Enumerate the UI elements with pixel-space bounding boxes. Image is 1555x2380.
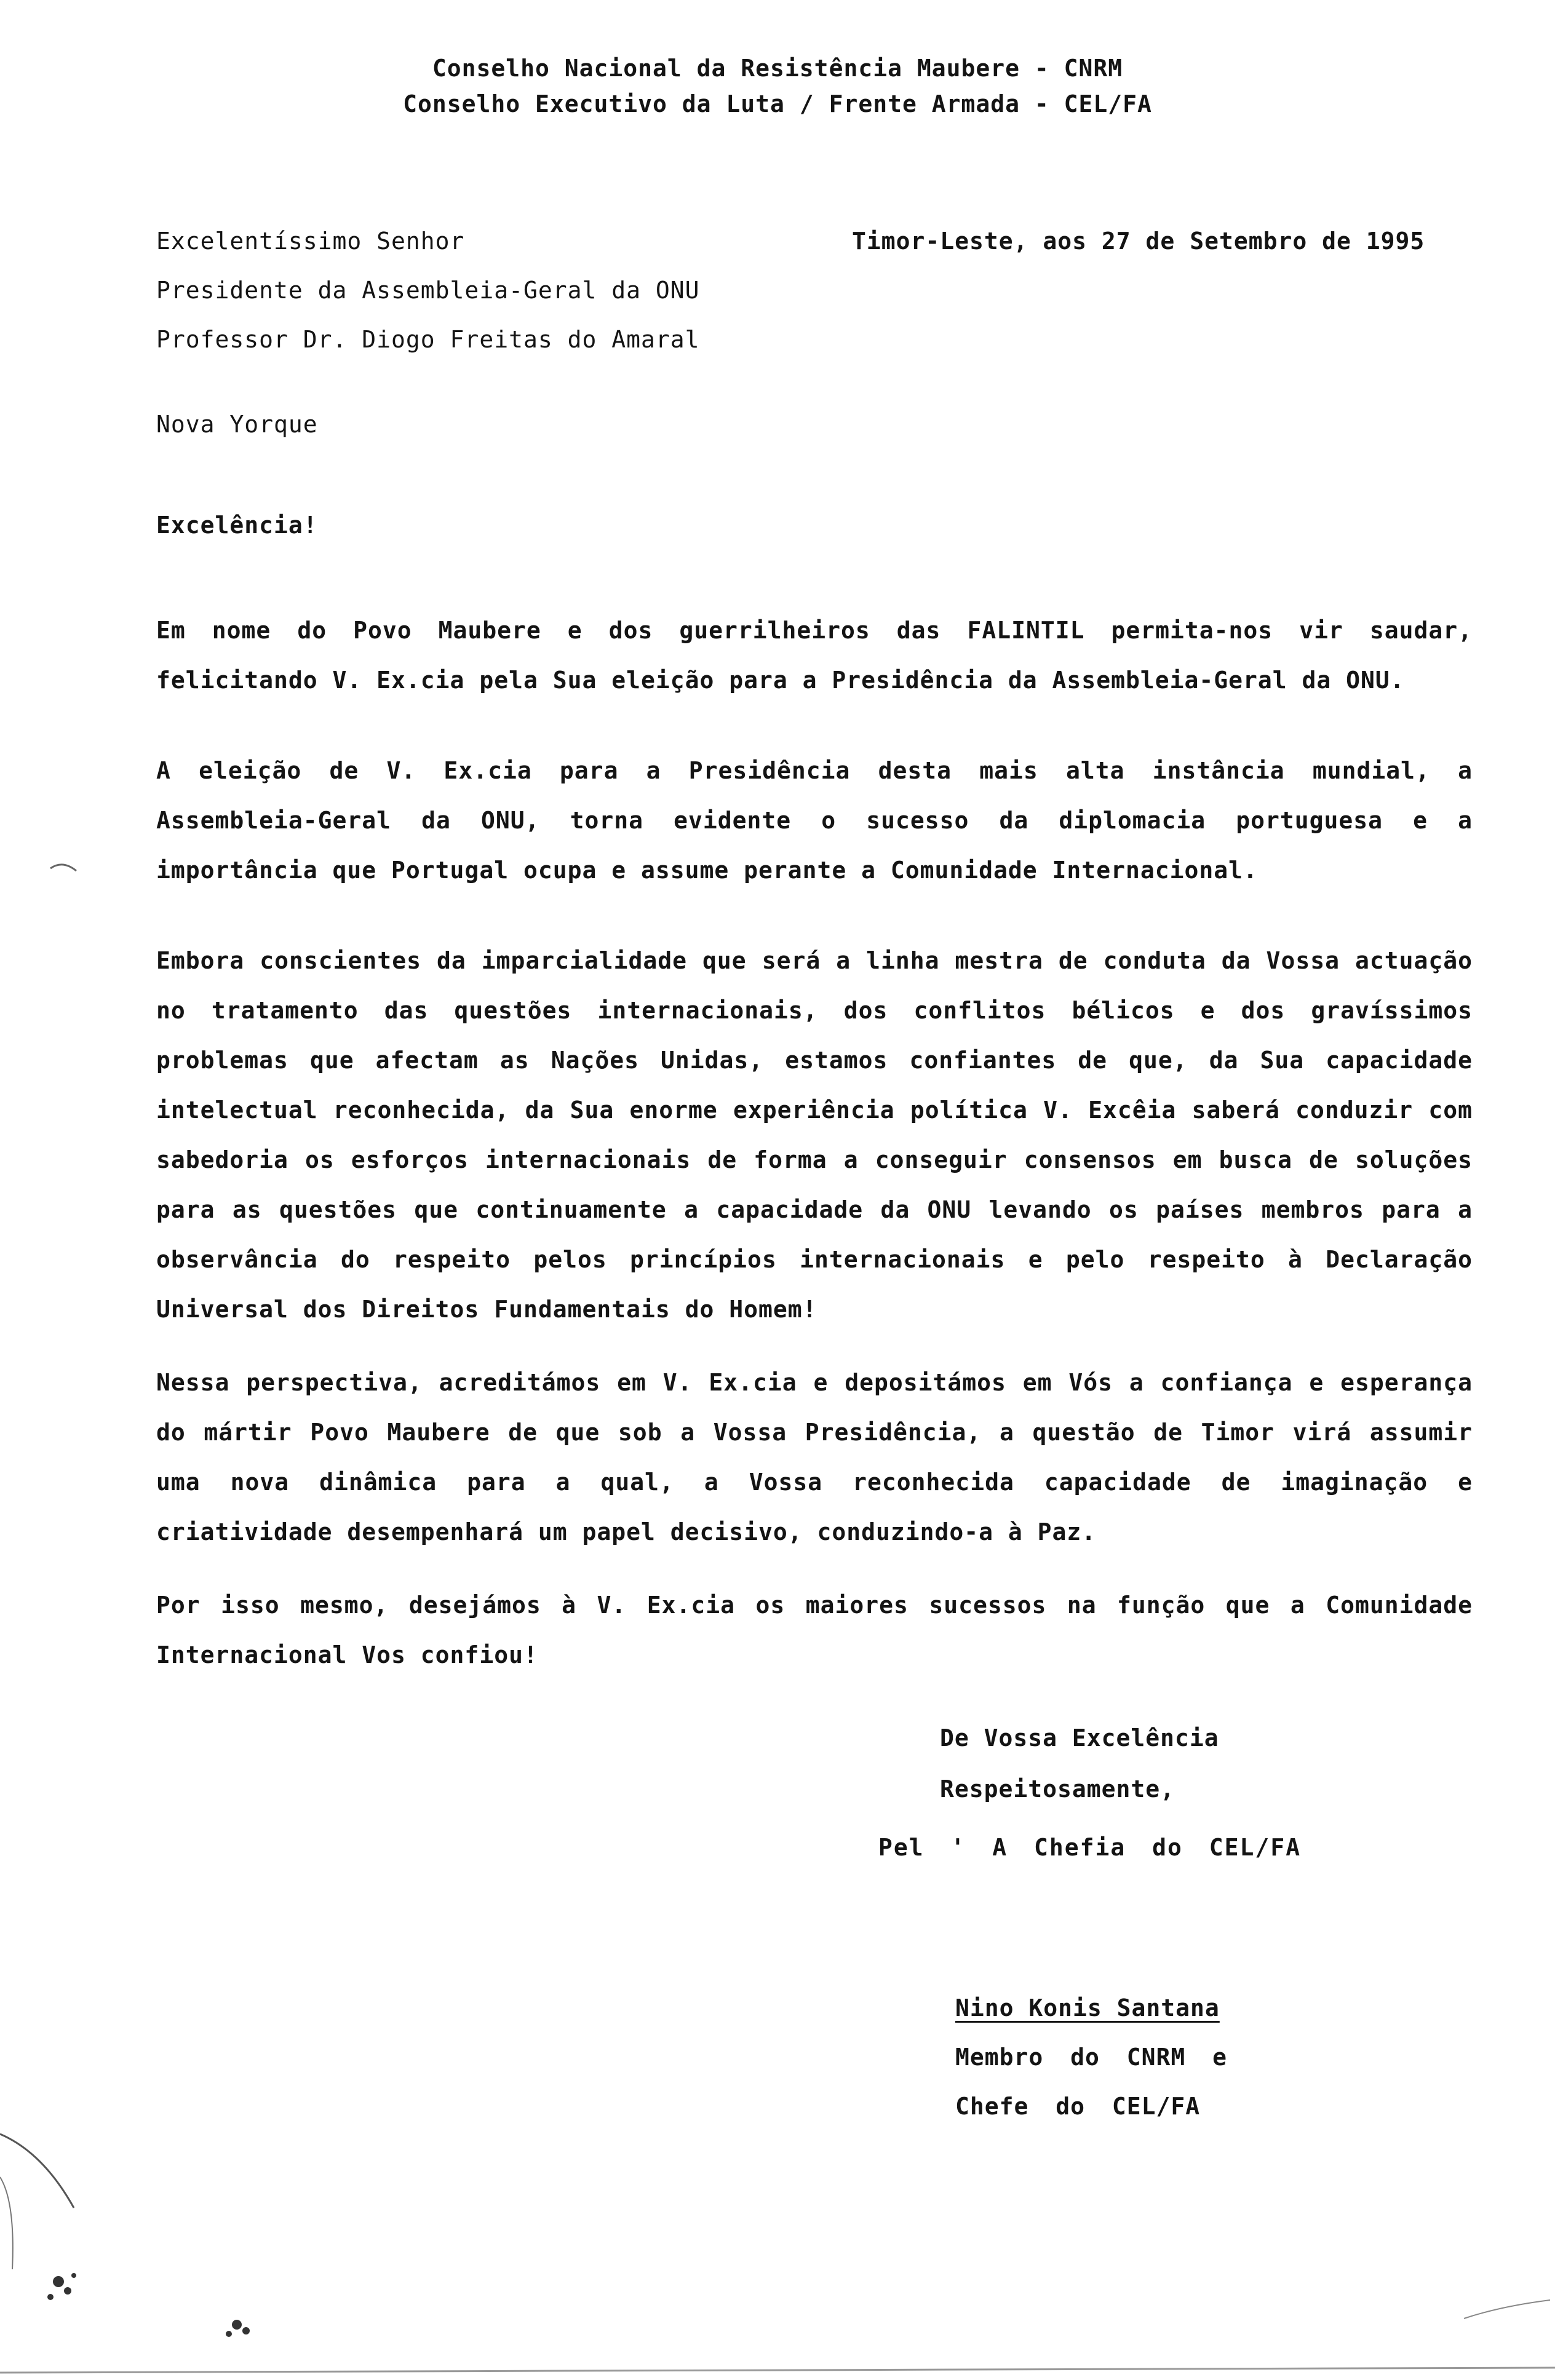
signer-title-1: Membro do CNRM e	[955, 2044, 1228, 2071]
closing-block	[940, 1713, 1219, 1815]
signature-block	[955, 1983, 1227, 2131]
letterhead	[0, 50, 1555, 122]
margin-scratch-mark	[50, 865, 76, 871]
letter-body	[156, 606, 1473, 1721]
body-paragraph-4: Nessa perspectiva, acreditámos em V. Ex.cia e depositámos em Vós a confiança e esperança do mártir Povo Maubere de que sob a Vossa Presidência, a questão de Timor virá assumir uma nova dinâmica para a qual, a Vossa reconhecida capacidade de imaginação e criatividade desempenhará um papel decisivo, conduzindo-a à Paz.	[156, 1369, 1473, 1545]
letter-date: Timor-Leste, aos 27 de Setembro de 1995	[852, 228, 1425, 255]
body-paragraph-1: Em nome do Povo Maubere e dos guerrilheiros das FALINTIL permita-nos vir saudar, felicitando V. Ex.cia pela Sua eleição para a Presidência da Assembleia-Geral da ONU.	[156, 617, 1473, 694]
addressee-name: Professor Dr. Diogo Freitas do Amaral	[156, 326, 700, 353]
signer-name: Nino Konis Santana	[955, 1994, 1220, 2021]
closing-line-1: De Vossa Excelência	[940, 1724, 1219, 1751]
bottom-left-scan-curve	[0, 2134, 74, 2208]
addressee-city: Nova Yorque	[156, 411, 318, 438]
addressee-position: Presidente da Assembleia-Geral da ONU	[156, 277, 700, 304]
on-behalf-line: Pel ' A Chefia do CEL/FA	[878, 1834, 1302, 1861]
bottom-right-scan-curve	[1464, 2300, 1550, 2319]
bottom-edge-line	[0, 2368, 1555, 2373]
letterhead-line-2: Conselho Executivo da Luta / Frente Armada - CEL/FA	[403, 90, 1152, 117]
signer-title-2: Chefe do CEL/FA	[955, 2093, 1201, 2120]
body-paragraph-2: A eleição de V. Ex.cia para a Presidência desta mais alta instância mundial, a Assembleia-Geral da ONU, torna evidente o sucesso da diplomacia portuguesa e a importância que Portugal ocupa e assume perante a Comunidade Internacional.	[156, 757, 1473, 884]
addressee-salutation-title: Excelentíssimo Senhor	[156, 228, 465, 255]
bottom-left-smudge	[47, 2273, 250, 2337]
salutation: Excelência!	[156, 512, 318, 539]
body-paragraph-3: Embora conscientes da imparcialidade que será a linha mestra de conduta da Vossa actuação no tratamento das questões internacionais, dos conflitos bélicos e dos gravíssimos problemas que afectam as Nações Unidas, estamos confiantes de que, da Sua capacidade intelectual reconhecida, da Sua enorme experiência política V. Excêia saberá conduzir com sabedoria os esforços internacionais de forma a conseguir consensos em busca de soluções para as questões que continuamente a capacidade da ONU levando os países membros para a observância do respeito pelos princípios internacionais e pelo respeito à Declaração Universal dos Direitos Fundamentais do Homem!	[156, 947, 1473, 1323]
addressee-block	[156, 216, 699, 364]
bottom-left-scan-curve-2	[0, 2177, 13, 2269]
letterhead-line-1: Conselho Nacional da Resistência Maubere - CNRM	[432, 55, 1123, 82]
closing-line-2: Respeitosamente,	[940, 1775, 1175, 1803]
body-paragraph-5: Por isso mesmo, desejámos à V. Ex.cia os maiores sucessos na função que a Comunidade Internacional Vos confiou!	[156, 1592, 1473, 1668]
